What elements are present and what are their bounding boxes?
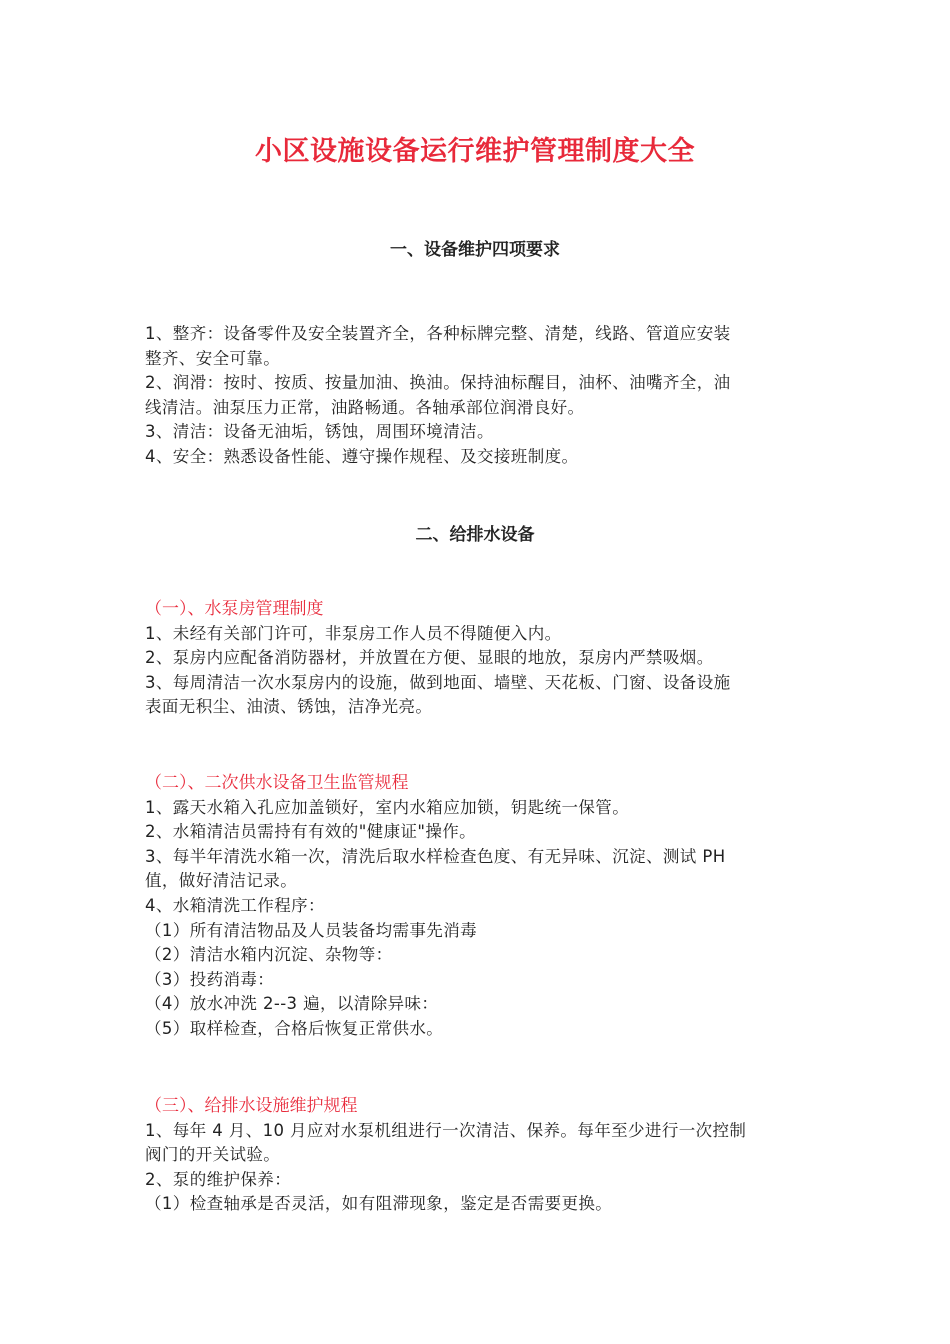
paragraph-line: 4、水箱清洗工作程序：: [145, 895, 325, 915]
section-maintenance-requirements-body: [145, 322, 815, 470]
subsection-heading: （一）、水泵房管理制度: [145, 599, 324, 619]
paragraph-line: 2、润滑：按时、按质、按量加油、换油。保持油标醒目，油杯、油嘴齐全，油: [145, 373, 731, 393]
paragraph-line: （5）取样检查，合格后恢复正常供水。: [145, 1018, 444, 1038]
paragraph-line: 线清洁。油泵压力正常，油路畅通。各轴承部位润滑良好。: [145, 397, 585, 417]
paragraph-line: 表面无积尘、油渍、锈蚀，洁净光亮。: [145, 697, 433, 717]
paragraph-line: 4、安全：熟悉设备性能、遵守操作规程、及交接班制度。: [145, 446, 579, 466]
subsection-heading: （三）、给排水设施维护规程: [145, 1096, 358, 1116]
paragraph-line: 1、未经有关部门许可，非泵房工作人员不得随便入内。: [145, 623, 562, 643]
section-heading-maintenance-requirements: 一、设备维护四项要求: [390, 240, 560, 260]
subsection-pump-room: [145, 597, 815, 720]
paragraph-line: 1、整齐：设备零件及安全装置齐全，各种标牌完整、清楚，线路、管道应安装: [145, 324, 731, 343]
subsection-facility-maintenance: [145, 1094, 815, 1217]
paragraph-line: （4）放水冲洗 2--3 遍，以清除异味：: [145, 994, 439, 1014]
paragraph-line: 2、泵房内应配备消防器材，并放置在方便、显眼的地放，泵房内严禁吸烟。: [145, 648, 714, 668]
subsection-secondary-water-supply: [145, 771, 815, 1042]
paragraph-line: 值，做好清洁记录。: [145, 871, 298, 891]
paragraph-line: 1、露天水箱入孔应加盖锁好，室内水箱应加锁，钥匙统一保管。: [145, 797, 630, 817]
paragraph-line: 3、清洁：设备无油垢，锈蚀，周围环境清洁。: [145, 422, 494, 442]
subsection-heading: （二）、二次供水设备卫生监管规程: [145, 773, 409, 793]
document-title: 小区设施设备运行维护管理制度大全: [255, 136, 695, 167]
paragraph-line: 3、每周清洁一次水泵房内的设施，做到地面、墙壁、天花板、门窗、设备设施: [145, 672, 731, 692]
paragraph-line: （1）所有清洁物品及人员装备均需事先消毒: [145, 920, 477, 940]
paragraph-line: 3、每半年清洗水箱一次，清洗后取水样检查色度、有无异味、沉淀、测试 PH: [145, 846, 726, 866]
paragraph-line: 1、每年 4 月、10 月应对水泵机组进行一次清洁、保养。每年至少进行一次控制: [145, 1120, 747, 1140]
paragraph-line: 整齐、安全可靠。: [145, 348, 281, 368]
paragraph-line: （2）清洁水箱内沉淀、杂物等：: [145, 945, 393, 965]
section-heading-water-supply-drainage: 二、给排水设备: [415, 525, 535, 545]
paragraph-line: 阀门的开关试验。: [145, 1145, 281, 1165]
paragraph-line: 2、水箱清洁员需持有有效的"健康证"操作。: [145, 822, 477, 842]
paragraph-line: 2、泵的维护保养：: [145, 1169, 292, 1189]
paragraph-line: （3）投药消毒：: [145, 969, 275, 989]
paragraph-line: （1）检查轴承是否灵活，如有阻滞现象，鉴定是否需要更换。: [145, 1194, 613, 1214]
